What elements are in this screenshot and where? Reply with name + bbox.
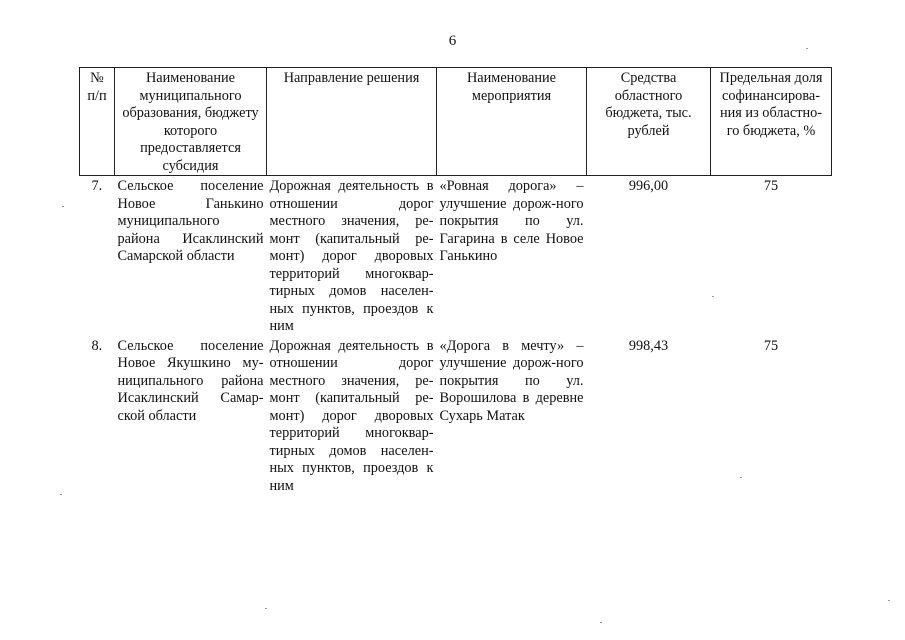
row-share: 75 <box>763 337 779 354</box>
header-municipality: Наименование муниципального образования, бюджету которого предоставляется субсидия <box>115 68 267 176</box>
row-municipality: Сельское поселение Новое Ганькино муниципального района Исаклинский Самарской области <box>117 178 264 264</box>
scan-speck <box>60 494 62 495</box>
table-header-row <box>80 68 832 176</box>
row-municipality: Сельское поселение Новое Якушкино му-ниципального района Исаклинский Самар-ской области <box>117 337 264 424</box>
header-direction: Направление решения <box>267 68 437 176</box>
row-event: «Дорога в мечту» – улучшение дорож-ного покрытия по ул. Ворошилова в деревне Сухарь Матак <box>439 337 584 424</box>
header-num: № п/п <box>80 68 115 176</box>
scan-speck <box>712 296 714 297</box>
row-funds: 998,43 <box>628 337 669 354</box>
scan-speck <box>888 600 890 601</box>
header-event: Наименование мероприятия <box>437 68 587 176</box>
header-funds: Средства областного бюджета, тыс. рублей <box>587 68 711 176</box>
subsidy-table <box>79 67 832 498</box>
row-num: 8. <box>91 337 103 354</box>
scan-speck <box>806 48 808 49</box>
page-number: 6 <box>448 33 457 49</box>
table-row <box>80 176 832 336</box>
scan-speck <box>62 206 64 207</box>
row-direction: Дорожная деятельность в отношении дорог местного значения, ре-монт (капитальный ре-монт) дорог дворовых территорий многоквар-тирных домов населен-ных пунктов, проездов к ним <box>269 178 434 334</box>
row-funds: 996,00 <box>628 178 669 194</box>
scan-speck <box>265 608 267 609</box>
table-row <box>80 336 832 498</box>
row-direction: Дорожная деятельность в отношении дорог местного значения, ре-монт (капитальный ре-монт) дорог дворовых территорий многоквар-тирных домов населен-ных пунктов, проездов к ним <box>269 337 434 494</box>
subsidy-table-container <box>79 67 832 498</box>
scan-speck <box>600 622 602 623</box>
row-share: 75 <box>763 178 779 194</box>
scan-speck <box>740 477 742 478</box>
header-share: Предельная доля софинансирова-ния из областно-го бюджета, % <box>711 68 832 176</box>
row-event: «Ровная дорога» – улучшение дорож-ного покрытия по ул. Гагарина в селе Новое Ганькино <box>439 178 584 264</box>
row-num: 7. <box>91 178 103 194</box>
